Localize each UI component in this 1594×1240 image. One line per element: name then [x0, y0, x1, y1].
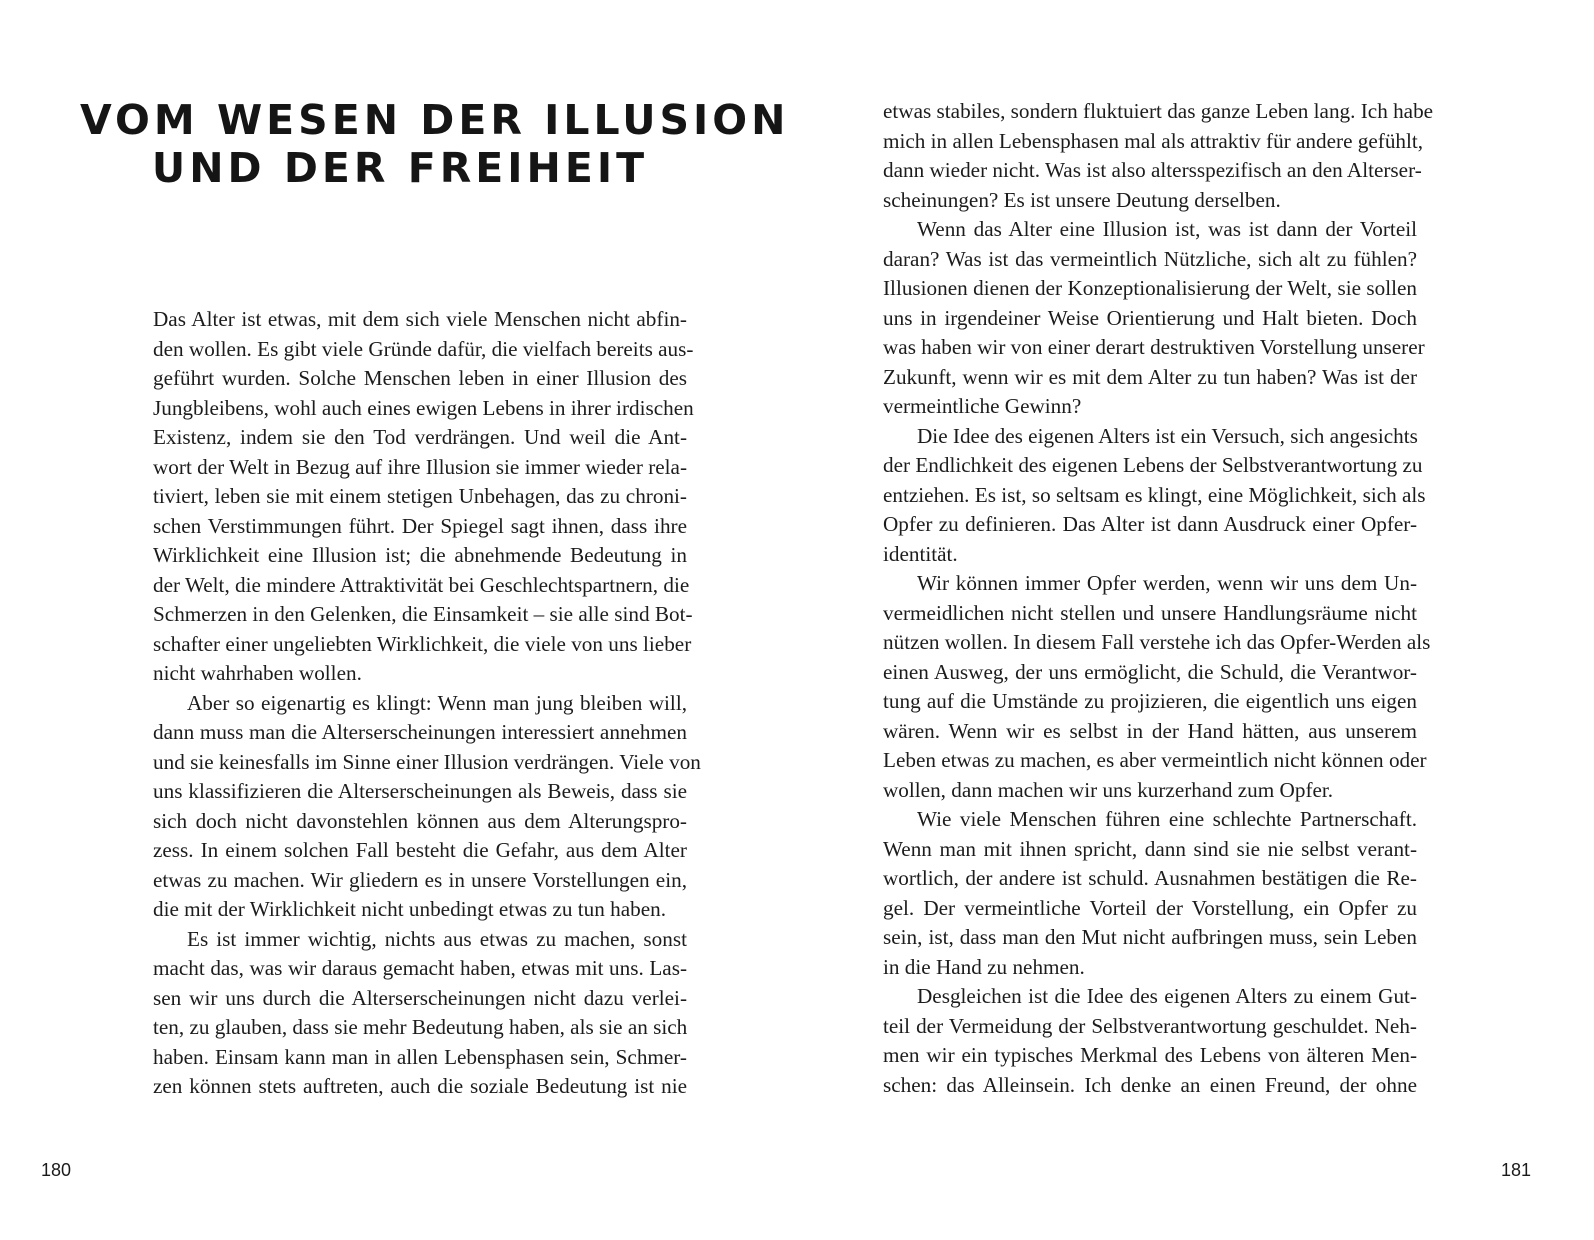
text-line: Aber so eigenartig es klingt: Wenn man jung bleiben will, — [187, 690, 687, 715]
text-line: einen Ausweg, der uns ermöglicht, die Schuld, die Verantwor- — [883, 659, 1417, 684]
text-line: der Endlichkeit des eigenen Lebens der Selbstverantwortung zu — [883, 453, 1423, 477]
right-body-text — [883, 97, 1434, 1100]
page-number: 180 — [41, 1160, 72, 1180]
text-line: schen Verstimmungen führt. Der Spiegel sagt ihnen, dass ihre — [153, 513, 687, 538]
text-line: Jungbleibens, wohl auch eines ewigen Lebens in ihrer irdischen — [153, 395, 694, 420]
text-line: dann wieder nicht. Was ist also altersspezifisch an den Alterser- — [883, 158, 1422, 182]
text-line: uns in irgendeiner Weise Orientierung und Halt bieten. Doch — [883, 305, 1417, 330]
text-line: teil der Vermeidung der Selbstverantwortung geschuldet. Neh- — [883, 1013, 1417, 1038]
text-line: zen können stets auftreten, auch die soziale Bedeutung ist nie — [153, 1074, 687, 1098]
chapter-title — [80, 96, 790, 192]
text-line: Leben etwas zu machen, es aber vermeintlich nicht können oder — [883, 748, 1427, 772]
text-line: vermeintliche Gewinn? — [883, 394, 1082, 418]
text-line: haben. Einsam kann man in allen Lebensphasen sein, Schmer- — [153, 1044, 687, 1069]
chapter-title-line: UND DER FREIHEIT — [151, 144, 649, 192]
text-line: etwas stabiles, sondern fluktuiert das ganze Leben lang. Ich habe — [883, 99, 1434, 123]
text-line: sich doch nicht davonstehlen können aus dem Alterungspro- — [153, 808, 687, 833]
text-line: Die Idee des eigenen Alters ist ein Versuch, sich angesichts — [917, 423, 1418, 448]
text-line: zess. In einem solchen Fall besteht die Gefahr, aus dem Alter — [153, 838, 687, 862]
text-line: men wir ein typisches Merkmal des Lebens von älteren Men- — [883, 1043, 1417, 1067]
page-number: 181 — [1501, 1160, 1532, 1180]
text-line: nicht wahrhaben wollen. — [153, 661, 362, 685]
text-line: die mit der Wirklichkeit nicht unbedingt etwas zu tun haben. — [153, 897, 667, 921]
text-line: schafter einer ungeliebten Wirklichkeit, die viele von uns lieber — [153, 631, 692, 656]
text-line: der Welt, die mindere Attraktivität bei Geschlechtspartnern, die — [153, 572, 690, 597]
chapter-title-line: VOM WESEN DER ILLUSION — [80, 96, 790, 144]
text-line: und sie keinesfalls im Sinne einer Illusion verdrängen. Viele von — [153, 749, 701, 774]
text-line: daran? Was ist das vermeintlich Nützliche, sich alt zu fühlen? — [883, 246, 1417, 271]
text-line: Zukunft, wenn wir es mit dem Alter zu tun haben? Was ist der — [883, 364, 1417, 389]
text-line: Wirklichkeit eine Illusion ist; die abnehmende Bedeutung in — [153, 543, 687, 567]
text-line: scheinungen? Es ist unsere Deutung derselben. — [883, 187, 1281, 212]
text-line: Wir können immer Opfer werden, wenn wir uns dem Un- — [917, 571, 1417, 595]
text-line: Wenn man mit ihnen spricht, dann sind sie nie selbst verant- — [883, 836, 1417, 861]
text-line: tung auf die Umstände zu projizieren, die eigentlich uns eigen — [883, 689, 1417, 713]
right-page — [797, 0, 1594, 1240]
text-line: Illusionen dienen der Konzeptionalisierung der Welt, sie sollen — [883, 276, 1417, 300]
text-line: wollen, dann machen wir uns kurzerhand zum Opfer. — [883, 777, 1334, 802]
text-line: wort der Welt in Bezug auf ihre Illusion sie immer wieder rela- — [153, 454, 687, 479]
text-line: schen: das Alleinsein. Ich denke an einen Freund, der ohne — [883, 1072, 1417, 1097]
text-line: den wollen. Es gibt viele Gründe dafür, die vielfach bereits aus- — [153, 336, 694, 361]
text-line: Wie viele Menschen führen eine schlechte Partnerschaft. — [917, 807, 1417, 831]
left-body-text — [153, 305, 701, 1102]
text-line: tiviert, leben sie mit einem stetigen Unbehagen, das zu chroni- — [153, 484, 687, 508]
text-line: Existenz, indem sie den Tod verdrängen. Und weil die Ant- — [153, 425, 687, 449]
text-line: mich in allen Lebensphasen mal als attraktiv für andere gefühlt, — [883, 128, 1424, 153]
text-line: wären. Wenn wir es selbst in der Hand hätten, aus unserem — [883, 718, 1417, 743]
text-line: was haben wir von einer derart destruktiven Vorstellung unserer — [883, 335, 1425, 359]
text-line: gel. Der vermeintliche Vorteil der Vorstellung, ein Opfer zu — [883, 895, 1417, 920]
text-line: ten, zu glauben, dass sie mehr Bedeutung haben, als sie an sich — [153, 1015, 688, 1039]
text-line: nützen wollen. In diesem Fall verstehe ich das Opfer-Werden als — [883, 630, 1431, 654]
text-line: macht das, was wir daraus gemacht haben, etwas mit uns. Las- — [153, 956, 687, 980]
text-line: vermeidlichen nicht stellen und unsere Handlungsräume nicht — [883, 600, 1417, 625]
text-line: wortlich, der andere ist schuld. Ausnahmen bestätigen die Re- — [883, 866, 1417, 890]
text-line: entziehen. Es ist, so seltsam es klingt, eine Möglichkeit, sich als — [883, 482, 1426, 507]
text-line: dann muss man die Alterserscheinungen interessiert annehmen — [153, 720, 687, 744]
text-line: Desgleichen ist die Idee des eigenen Alters zu einem Gut- — [917, 984, 1417, 1008]
text-line: Es ist immer wichtig, nichts aus etwas zu machen, sonst — [187, 926, 687, 951]
text-line: Das Alter ist etwas, mit dem sich viele Menschen nicht abfin- — [153, 307, 687, 331]
text-line: Opfer zu definieren. Das Alter ist dann Ausdruck einer Opfer- — [883, 512, 1417, 536]
text-line: geführt wurden. Solche Menschen leben in einer Illusion des — [153, 366, 687, 390]
text-line: etwas zu machen. Wir gliedern es in unsere Vorstellungen ein, — [153, 867, 687, 892]
text-line: sen wir uns durch die Alterserscheinungen nicht dazu verlei- — [153, 985, 687, 1010]
text-line: Wenn das Alter eine Illusion ist, was ist dann der Vorteil — [917, 217, 1417, 241]
text-line: in die Hand zu nehmen. — [883, 954, 1085, 979]
text-line: Schmerzen in den Gelenken, die Einsamkeit – sie alle sind Bot- — [153, 602, 693, 626]
text-line: sein, ist, dass man den Mut nicht aufbringen muss, sein Leben — [883, 925, 1417, 949]
text-line: uns klassifizieren die Alterserscheinungen als Beweis, dass sie — [153, 779, 687, 803]
text-line: identität. — [883, 541, 958, 566]
